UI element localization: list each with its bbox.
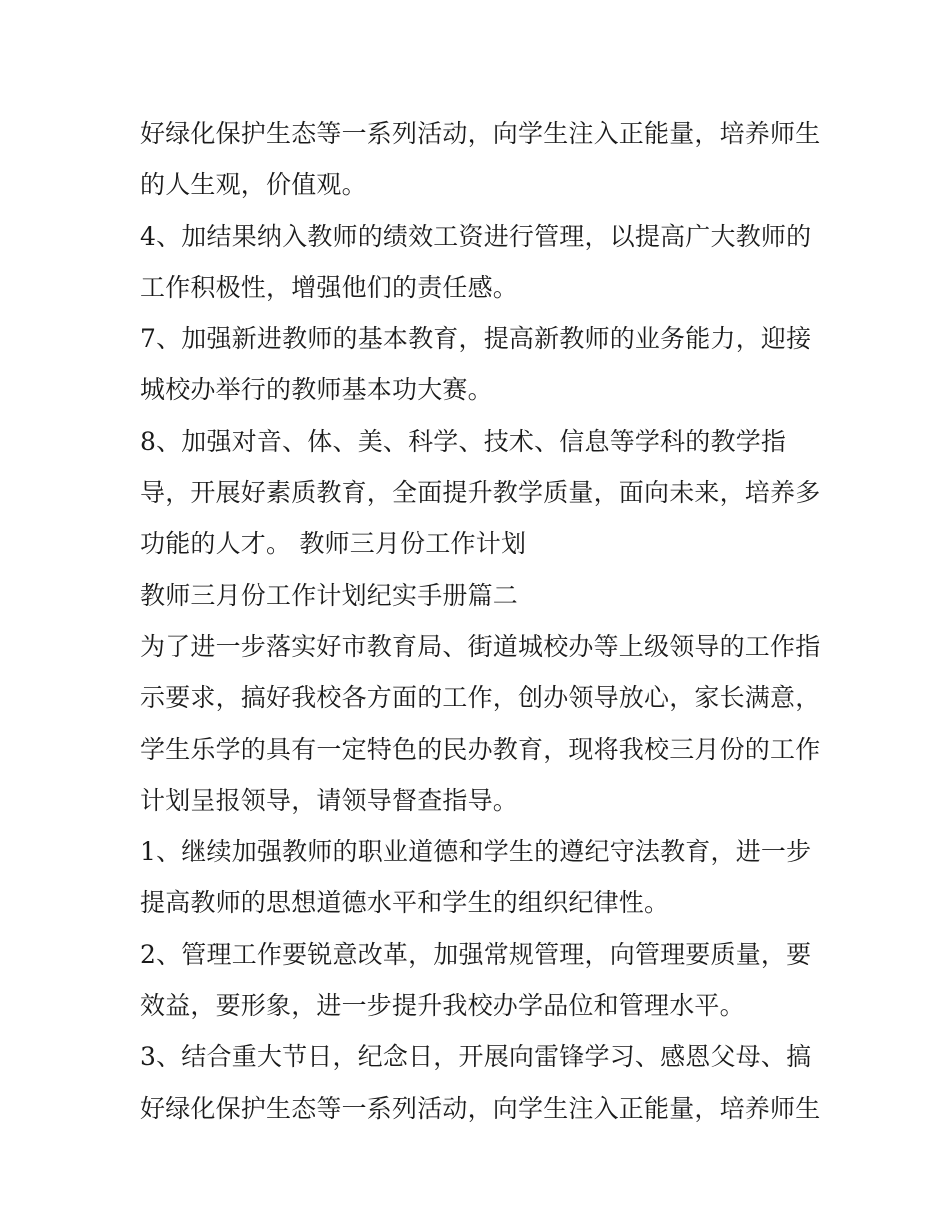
text-line: 的人生观，价值观。	[140, 170, 367, 200]
text-line: 导，开展好素质教育，全面提升教学质量，面向未来，培养多	[140, 478, 821, 508]
text-body	[140, 108, 830, 1134]
text-line: 功能的人才。 教师三月份工作计划	[140, 529, 527, 559]
text-line: 3、结合重大节日，纪念日，开展向雷锋学习、感恩父母、搞	[140, 1042, 812, 1072]
text-line: 效益，要形象，进一步提升我校办学品位和管理水平。	[140, 991, 745, 1021]
text-line: 为了进一步落实好市教育局、街道城校办等上级领导的工作指	[140, 631, 821, 661]
text-line: 学生乐学的具有一定特色的民办教育，现将我校三月份的工作	[140, 734, 821, 764]
text-line: 好绿化保护生态等一系列活动，向学生注入正能量，培养师生	[140, 1093, 821, 1123]
text-line: 提高教师的思想道德水平和学生的组织纪律性。	[140, 888, 670, 918]
text-line: 计划呈报领导，请领导督查指导。	[140, 785, 519, 815]
section-heading: 教师三月份工作计划纪实手册篇二	[140, 580, 519, 610]
text-line: 4、加结果纳入教师的绩效工资进行管理，以提高广大教师的	[140, 221, 812, 251]
text-line: 工作积极性，增强他们的责任感。	[140, 272, 519, 302]
text-line: 2、管理工作要锐意改革，加强常规管理，向管理要质量，要	[140, 939, 812, 969]
text-line: 1、继续加强教师的职业道德和学生的遵纪守法教育，进一步	[140, 837, 812, 867]
text-line: 8、加强对音、体、美、科学、技术、信息等学科的教学指	[140, 426, 787, 456]
text-line: 城校办举行的教师基本功大赛。	[140, 375, 493, 405]
text-line: 7、加强新进教师的基本教育，提高新教师的业务能力，迎接	[140, 324, 812, 354]
text-line: 好绿化保护生态等一系列活动，向学生注入正能量，培养师生	[140, 119, 821, 148]
text-line: 示要求，搞好我校各方面的工作，创办领导放心，家长满意，	[140, 683, 821, 713]
